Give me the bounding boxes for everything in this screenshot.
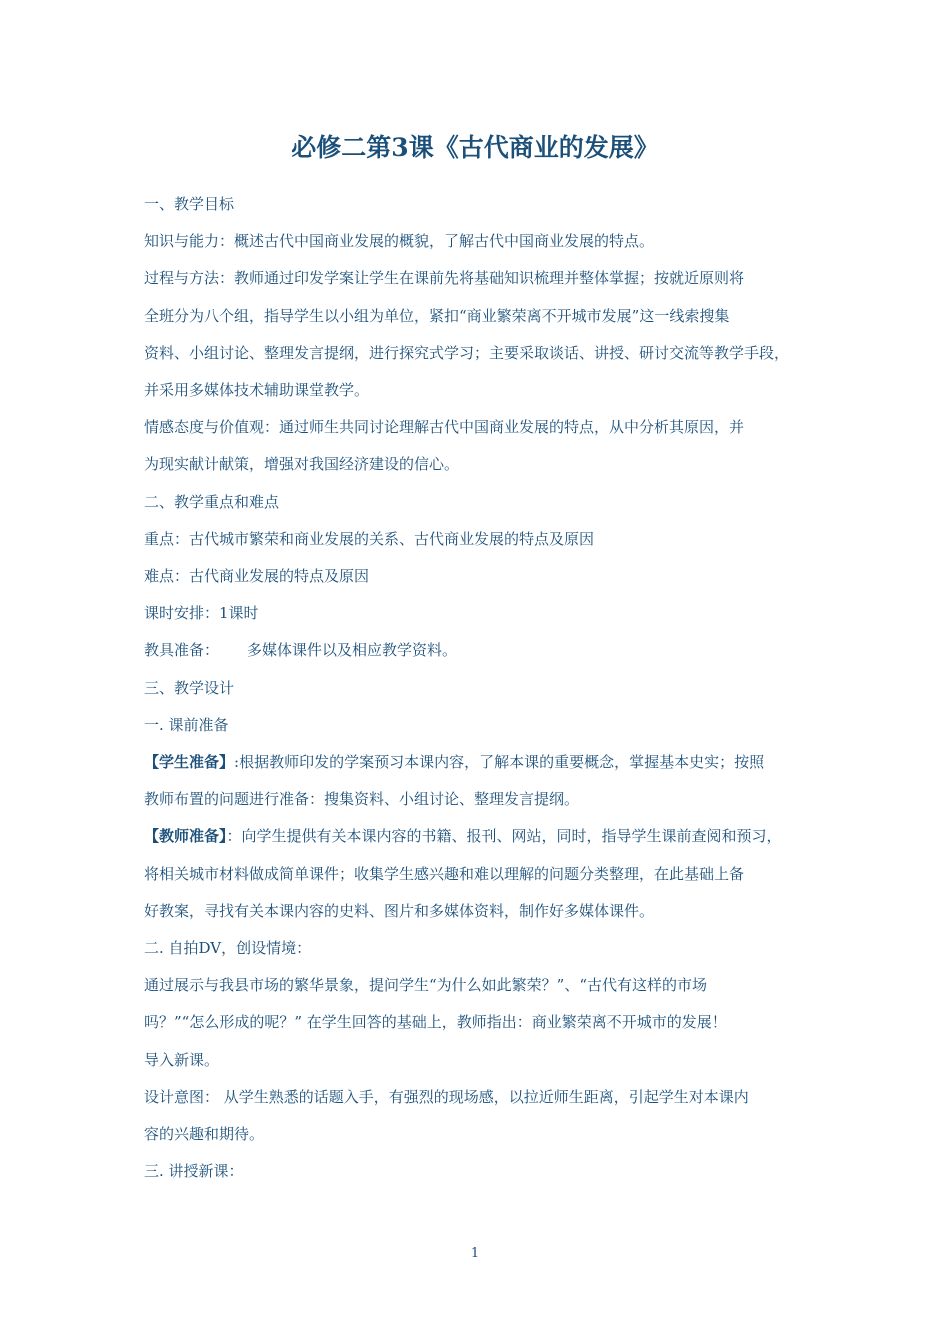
teacher-prep-text: ：向学生提供有关本课内容的书籍、报刊、网站，同时，指导学生课前查阅和预习， [226, 827, 782, 846]
paragraph-knowledge: 知识与能力：概述古代中国商业发展的概貌，了解古代中国商业发展的特点。 [144, 232, 655, 251]
paragraph-key-point: 重点：古代城市繁荣和商业发展的关系、古代商业发展的特点及原因 [144, 529, 595, 548]
section-heading-key-points: 二、教学重点和难点 [144, 492, 280, 511]
paragraph-dv-line: 导入新课。 [144, 1050, 220, 1069]
paragraph-process-line: 全班分为八个组，指导学生以小组为单位，紧扣“商业繁荣离不开城市发展”这一线索搜集 [144, 306, 730, 325]
paragraph-student-prep-line [144, 744, 814, 781]
paragraph-process-line: 并采用多媒体技术辅助课堂教学。 [144, 381, 370, 400]
paragraph-dv-line: 吗？”“怎么形成的呢？” 在学生回答的基础上，教师指出：商业繁荣离不开城市的发展！ [144, 1013, 727, 1032]
page-number: 1 [470, 1246, 480, 1261]
paragraph-teacher-prep-line [144, 818, 814, 855]
paragraph-design-intent-line: 设计意图： 从学生熟悉的话题入手，有强烈的现场感，以拉近师生距离，引起学生对本课内 [144, 1087, 749, 1106]
document-body [144, 186, 814, 1190]
tools-label: 教具准备： [144, 641, 220, 660]
subheading-preparation: 一. 课前准备 [144, 715, 229, 734]
teacher-prep-label: 【教师准备】 [144, 827, 227, 846]
document-title: 必修二第3课《古代商业的发展》 [291, 133, 659, 162]
tools-value: 多媒体课件以及相应教学资料。 [247, 641, 458, 660]
paragraph-student-prep-line: 教师布置的问题进行准备：搜集资料、小组讨论、整理发言提纲。 [144, 790, 580, 809]
paragraph-emotion-line: 情感态度与价值观：通过师生共同讨论理解古代中国商业发展的特点，从中分析其原因，并 [144, 418, 745, 437]
paragraph-difficult-point: 难点：古代商业发展的特点及原因 [144, 567, 370, 586]
paragraph-process-line: 资料、小组讨论、整理发言提纲，进行探究式学习；主要采取谈话、讲授、研讨交流等教学手段， [144, 343, 790, 362]
subheading-new-lesson: 三. 讲授新课： [144, 1162, 244, 1181]
subheading-dv-scenario: 二. 自拍DV，创设情境： [144, 939, 312, 958]
paragraph-dv-line: 通过展示与我县市场的繁华景象，提问学生“为什么如此繁荣？”、“古代有这样的市场 [144, 976, 708, 995]
paragraph-teaching-tools [144, 632, 814, 669]
paragraph-class-hours: 课时安排：1课时 [144, 604, 259, 623]
paragraph-emotion-line: 为现实献计献策，增强对我国经济建设的信心。 [144, 455, 460, 474]
paragraph-teacher-prep-line: 好教案，寻找有关本课内容的史料、图片和多媒体资料，制作好多媒体课件。 [144, 901, 655, 920]
student-prep-label: 【学生准备】 [144, 753, 235, 772]
section-heading-design: 三、教学设计 [144, 678, 235, 697]
paragraph-design-intent-line: 容的兴趣和期待。 [144, 1125, 265, 1144]
paragraph-process-line: 过程与方法：教师通过印发学案让学生在课前先将基础知识梳理并整体掌握；按就近原则将 [144, 269, 745, 288]
student-prep-text: :根据教师印发的学案预习本课内容，了解本课的重要概念，掌握基本史实；按照 [234, 753, 765, 772]
section-heading-objectives: 一、教学目标 [144, 195, 235, 213]
paragraph-teacher-prep-line: 将相关城市材料做成简单课件；收集学生感兴趣和难以理解的问题分类整理，在此基础上备 [144, 864, 745, 883]
